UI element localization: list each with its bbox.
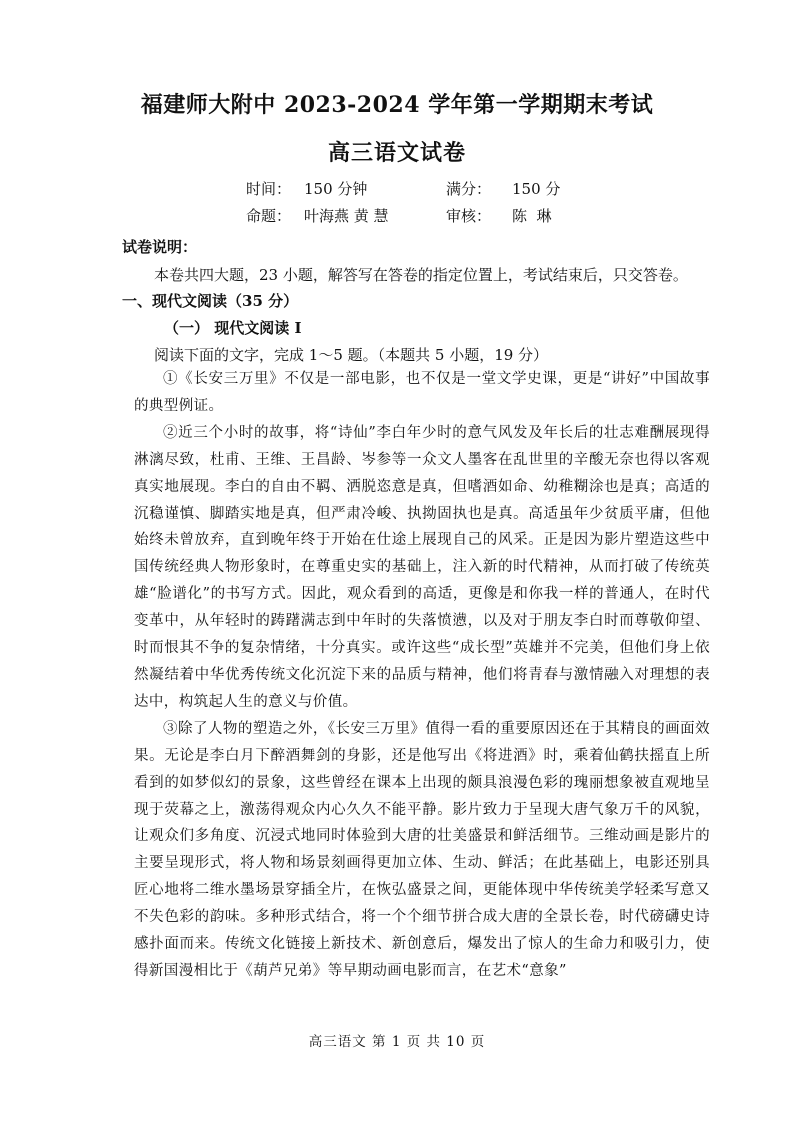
author-value: 叶海燕 黄 慧 <box>304 207 389 225</box>
meta-row-time <box>246 178 560 199</box>
instructions-text: 本卷共四大题，23 小题，解答写在答卷的指定位置上，考试结束后，只交答卷。 <box>154 266 688 284</box>
passage-paragraph-2: ②近三个小时的故事，将“诗仙”李白年少时的意气风发及年长后的壮志难酬展现得淋漓尽致，杜甫、王维、王昌龄、岑参等一众文人墨客在乱世里的辛酸无奈也得以客观真实地展现。李白的自由不羁、洒脱恣意是真，但嗜酒如命、幼稚糊涂也是真；高适的沉稳谨慎、脚踏实地是真，但严肃冷峻、执拗固执也是真。高适虽年少贫质平庸，但他始终未曾放弃，直到晚年终于开始在仕途上展现自己的风采。正是因为影片塑造这些中国传统经典人物形象时，在尊重史实的基础上，注入新的时代精神，从而打破了传统英雄“脸谱化”的书写方式。因此，观众看到的高适，更像是和你我一样的普通人，在时代变革中，从年轻时的踌躇满志到中年时的失落愤懑，以及对于朋友李白时而尊敬仰望、时而恨其不争的复杂情绪，十分真实。或许这些“成长型”英雄并不完美，但他们身上依然凝结着中华优秀传统文化沉淀下来的品质与精神，他们将青春与激情融入对理想的表达中，构筑起人生的意义与价值。 <box>134 424 710 710</box>
page-footer: 高三语文 第 1 页 共 10 页 <box>308 1034 486 1050</box>
time-value: 150 分钟 <box>304 180 368 198</box>
passage-paragraph-1: ①《长安三万里》不仅是一部电影，也不仅是一堂文学史课，更是“讲好”中国故事的典型例证。 <box>134 371 710 414</box>
time-label: 时间： <box>246 180 292 198</box>
score-value: 150 分 <box>512 180 561 198</box>
author-label: 命题： <box>246 207 292 225</box>
passage <box>134 366 710 985</box>
score-label: 满分： <box>446 180 492 198</box>
instructions-heading: 试卷说明： <box>122 238 198 256</box>
exam-title: 福建师大附中 2023-2024 学年第一学期期末考试 <box>140 92 654 118</box>
reviewer-value: 陈 琳 <box>512 207 552 225</box>
exam-subtitle: 高三语文试卷 <box>327 140 466 166</box>
meta-row-author <box>246 205 552 226</box>
subsection-heading: （一） 现代文阅读 I <box>164 319 302 337</box>
reading-direction: 阅读下面的文字，完成 1～5 题。（本题共 5 小题，19 分） <box>154 346 549 364</box>
section-heading: 一、现代文阅读（35 分） <box>122 292 299 310</box>
passage-paragraph-3: ③除了人物的塑造之外，《长安三万里》值得一看的重要原因还在于其精良的画面效果。无论是李白月下醉酒舞剑的身影，还是他写出《将进酒》时，乘着仙鹤扶摇直上所看到的如梦似幻的景象，这些曾经在课本上出现的颇具浪漫色彩的瑰丽想象被直观地呈现于荧幕之上，激荡得观众内心久久不能平静。影片致力于呈现大唐气象万千的风貌，让观众们多角度、沉浸式地同时体验到大唐的壮美盛景和鲜活细节。三维动画是影片的主要呈现形式，将人物和场景刻画得更加立体、生动、鲜活；在此基础上，电影还别具匠心地将二维水墨场景穿插全片，在恢弘盛景之间，更能体现中华传统美学轻柔写意又不失色彩的韵味。多种形式结合，将一个个细节拼合成大唐的全景长卷，时代磅礴史诗感扑面而来。传统文化链接上新技术、新创意后，爆发出了惊人的生命力和吸引力，使得新国漫相比于《葫芦兄弟》等早期动画电影而言，在艺术“意象” <box>134 720 710 979</box>
reviewer-label: 审核： <box>446 207 492 225</box>
